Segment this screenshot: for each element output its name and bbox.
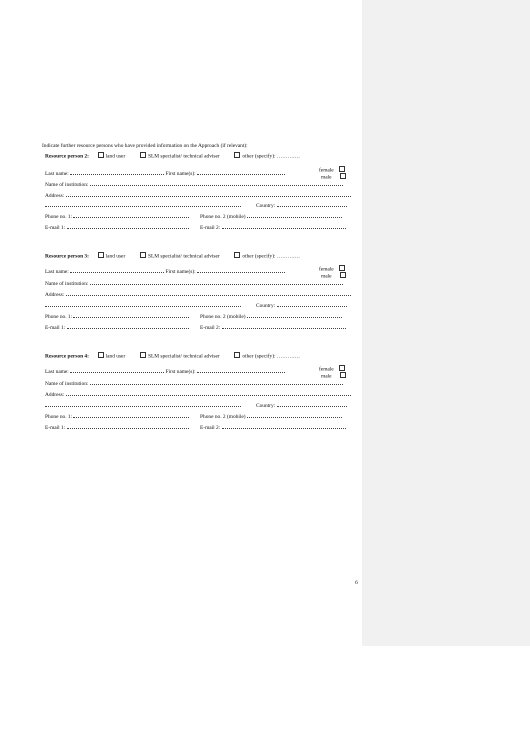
- email-1-field[interactable]: [67, 424, 189, 429]
- phone-2-label: Phone no. 2 (mobile): [200, 414, 246, 420]
- phone-2-label: Phone no. 2 (mobile): [200, 214, 246, 220]
- phone-2-field[interactable]: [247, 313, 342, 318]
- first-name-field[interactable]: [197, 368, 285, 373]
- address-label: Address:: [45, 292, 65, 298]
- address-field-line-2[interactable]: [45, 402, 241, 407]
- phone-2-field[interactable]: [247, 413, 342, 418]
- address-field[interactable]: [66, 391, 351, 396]
- institution-field[interactable]: [90, 280, 343, 285]
- phone-2-label: Phone no. 2 (mobile): [200, 314, 246, 320]
- option-label: land user: [105, 153, 126, 160]
- last-name-label: Last name:: [45, 269, 69, 275]
- last-name-field[interactable]: [70, 170, 164, 175]
- option-label: SLM specialist/ technical adviser: [147, 153, 220, 160]
- male-checkbox[interactable]: [340, 372, 346, 378]
- institution-label: Name of institution:: [45, 182, 89, 188]
- email-1-label: E-mail 1:: [45, 425, 66, 431]
- address-field[interactable]: [66, 291, 351, 296]
- male-checkbox[interactable]: [340, 173, 346, 179]
- option-label: SLM specialist/ technical adviser: [147, 353, 220, 360]
- phone-1-field[interactable]: [73, 413, 189, 418]
- address-field[interactable]: [66, 192, 351, 197]
- email-2-field[interactable]: [222, 224, 346, 229]
- male-label: male: [321, 373, 332, 380]
- email-1-label: E-mail 1:: [45, 325, 66, 331]
- female-checkbox[interactable]: [339, 166, 345, 172]
- female-label: female: [319, 366, 334, 373]
- phone-1-label: Phone no. 1:: [45, 414, 73, 420]
- option-label: SLM specialist/ technical adviser: [147, 253, 220, 260]
- institution-label: Name of institution:: [45, 381, 89, 387]
- land-user-checkbox[interactable]: [98, 252, 104, 258]
- address-label: Address:: [45, 392, 65, 398]
- male-label: male: [321, 174, 332, 181]
- person-heading: Resource person 3:: [45, 253, 89, 260]
- slm-specialist-checkbox[interactable]: [140, 152, 146, 158]
- page-number: 6: [355, 580, 358, 586]
- female-label: female: [319, 266, 334, 273]
- comment-margin: [362, 0, 530, 646]
- email-2-label: E-mail 2:: [200, 425, 221, 431]
- intro-text: Indicate further resource persons who have provided information on the Approach (if relevant):: [42, 143, 248, 149]
- option-label: land user: [105, 353, 126, 360]
- last-name-field[interactable]: [70, 368, 164, 373]
- slm-specialist-checkbox[interactable]: [140, 252, 146, 258]
- country-label: Country:: [256, 403, 276, 409]
- person-heading: Resource person 2:: [45, 153, 89, 160]
- phone-2-field[interactable]: [247, 213, 342, 218]
- email-2-field[interactable]: [222, 324, 346, 329]
- institution-field[interactable]: [90, 380, 343, 385]
- email-1-label: E-mail 1:: [45, 225, 66, 231]
- female-label: female: [319, 167, 334, 174]
- email-2-label: E-mail 2:: [200, 225, 221, 231]
- email-1-field[interactable]: [67, 224, 189, 229]
- male-checkbox[interactable]: [340, 272, 346, 278]
- country-label: Country:: [256, 203, 276, 209]
- option-label: land user: [105, 253, 126, 260]
- option-label: other (specify): ………….: [242, 353, 300, 360]
- last-name-label: Last name:: [45, 171, 69, 177]
- address-field-line-2[interactable]: [45, 202, 241, 207]
- female-checkbox[interactable]: [339, 365, 345, 371]
- email-2-field[interactable]: [222, 424, 346, 429]
- other-checkbox[interactable]: [234, 352, 240, 358]
- phone-1-field[interactable]: [73, 313, 189, 318]
- country-label: Country:: [256, 303, 276, 309]
- phone-1-field[interactable]: [73, 213, 189, 218]
- address-field-line-2[interactable]: [45, 302, 241, 307]
- country-field[interactable]: [277, 202, 347, 207]
- country-field[interactable]: [277, 302, 347, 307]
- email-1-field[interactable]: [67, 324, 189, 329]
- land-user-checkbox[interactable]: [98, 352, 104, 358]
- first-name-label: First name(s):: [165, 171, 196, 177]
- phone-1-label: Phone no. 1:: [45, 214, 73, 220]
- male-label: male: [321, 273, 332, 280]
- institution-field[interactable]: [90, 181, 343, 186]
- email-2-label: E-mail 2:: [200, 325, 221, 331]
- last-name-label: Last name:: [45, 369, 69, 375]
- option-label: other (specify): ………….: [242, 253, 300, 260]
- option-label: other (specify): ………….: [242, 153, 300, 160]
- phone-1-label: Phone no. 1:: [45, 314, 73, 320]
- last-name-field[interactable]: [70, 268, 164, 273]
- institution-label: Name of institution:: [45, 281, 89, 287]
- first-name-field[interactable]: [197, 268, 285, 273]
- first-name-label: First name(s):: [165, 369, 196, 375]
- country-field[interactable]: [277, 402, 347, 407]
- other-checkbox[interactable]: [234, 252, 240, 258]
- first-name-label: First name(s):: [165, 269, 196, 275]
- address-label: Address:: [45, 193, 65, 199]
- person-heading: Resource person 4:: [45, 353, 89, 360]
- female-checkbox[interactable]: [339, 265, 345, 271]
- slm-specialist-checkbox[interactable]: [140, 352, 146, 358]
- first-name-field[interactable]: [197, 170, 285, 175]
- land-user-checkbox[interactable]: [98, 152, 104, 158]
- other-checkbox[interactable]: [234, 152, 240, 158]
